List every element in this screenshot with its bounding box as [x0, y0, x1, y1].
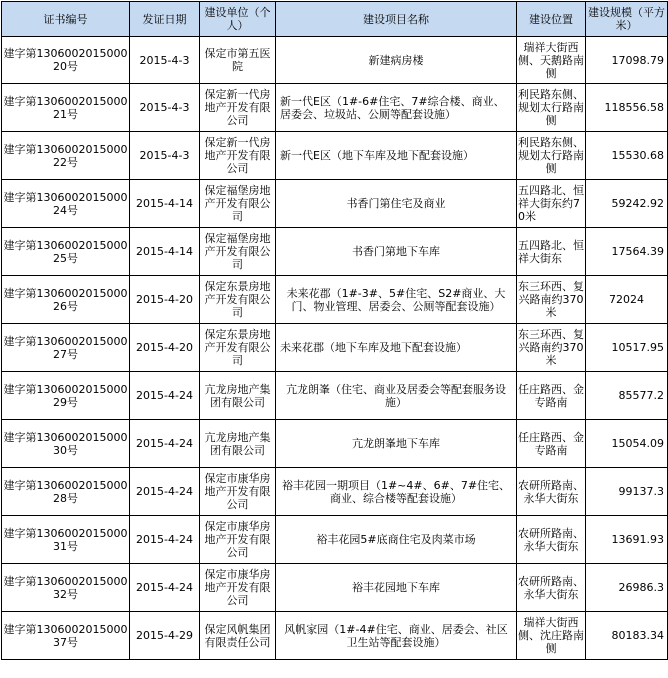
scale-cell: 72024 — [586, 276, 668, 324]
cert-no-cell: 建字第130600201500037号 — [2, 612, 130, 660]
header-unit: 建设单位（个人） — [200, 2, 276, 37]
project-cell: 新一代E区（1#-6#住宅、7#综合楼、商业、居委会、垃圾站、公厕等配套设施） — [276, 84, 517, 132]
unit-cell: 保定市康华房地产开发有限公司 — [200, 564, 276, 612]
issue-date-cell: 2015-4-20 — [130, 324, 200, 372]
cert-no-cell: 建字第130600201500028号 — [2, 468, 130, 516]
header-location: 建设位置 — [517, 2, 586, 37]
unit-cell: 保定东景房地产开发有限公司 — [200, 324, 276, 372]
project-cell: 未来花郡（1#-3#、5#住宅、S2#商业、大门、物业管理、居委会、公厕等配套设施） — [276, 276, 517, 324]
issue-date-cell: 2015-4-14 — [130, 180, 200, 228]
issue-date-cell: 2015-4-3 — [130, 37, 200, 84]
project-cell: 新一代E区（地下车库及地下配套设施） — [276, 132, 517, 180]
location-cell: 瑞祥大街西侧、天鹅路南侧 — [517, 37, 586, 84]
unit-cell: 保定市康华房地产开发有限公司 — [200, 468, 276, 516]
issue-date-cell: 2015-4-3 — [130, 132, 200, 180]
project-cell: 未来花郡（地下车库及地下配套设施） — [276, 324, 517, 372]
scale-cell: 99137.3 — [586, 468, 668, 516]
scale-cell: 10517.95 — [586, 324, 668, 372]
scale-cell: 15530.68 — [586, 132, 668, 180]
project-cell: 书香门第地下车库 — [276, 228, 517, 276]
location-cell: 瑞祥大街西侧、沈庄路南侧 — [517, 612, 586, 660]
issue-date-cell: 2015-4-24 — [130, 516, 200, 564]
project-cell: 裕丰花园一期项目（1#~4#、6#、7#住宅、商业、综合楼等配套设施） — [276, 468, 517, 516]
location-cell: 农研所路南、永华大街东 — [517, 516, 586, 564]
project-cell: 风帆家园（1#-4#住宅、商业、居委会、社区卫生站等配套设施） — [276, 612, 517, 660]
scale-cell: 118556.58 — [586, 84, 668, 132]
location-cell: 东三环西、复兴路南约370米 — [517, 276, 586, 324]
header-row — [2, 2, 668, 37]
unit-cell: 保定福堡房地产开发有限公司 — [200, 180, 276, 228]
permit-table — [1, 1, 668, 660]
issue-date-cell: 2015-4-29 — [130, 612, 200, 660]
project-cell: 亢龙朗峯地下车库 — [276, 420, 517, 468]
location-cell: 东三环西、复兴路南约370米 — [517, 324, 586, 372]
table-row — [2, 228, 668, 276]
location-cell: 五四路北、恒祥大街东约70米 — [517, 180, 586, 228]
unit-cell: 亢龙房地产集团有限公司 — [200, 420, 276, 468]
scale-cell: 17564.39 — [586, 228, 668, 276]
header-project: 建设项目名称 — [276, 2, 517, 37]
location-cell: 农研所路南、永华大街东 — [517, 564, 586, 612]
unit-cell: 保定风帆集团有限责任公司 — [200, 612, 276, 660]
table-row — [2, 516, 668, 564]
table-row — [2, 180, 668, 228]
cert-no-cell: 建字第130600201500031号 — [2, 516, 130, 564]
location-cell: 任庄路西、金专路南 — [517, 420, 586, 468]
project-cell: 亢龙朗峯（住宅、商业及居委会等配套服务设施） — [276, 372, 517, 420]
location-cell: 利民路东侧、规划太行路南侧 — [517, 132, 586, 180]
issue-date-cell: 2015-4-24 — [130, 468, 200, 516]
table-row — [2, 372, 668, 420]
table-row — [2, 564, 668, 612]
cert-no-cell: 建字第130600201500024号 — [2, 180, 130, 228]
cert-no-cell: 建字第130600201500022号 — [2, 132, 130, 180]
unit-cell: 保定新一代房地产开发有限公司 — [200, 132, 276, 180]
table-row — [2, 276, 668, 324]
table-row — [2, 84, 668, 132]
project-cell: 裕丰花园5#底商住宅及肉菜市场 — [276, 516, 517, 564]
scale-cell: 15054.09 — [586, 420, 668, 468]
cert-no-cell: 建字第130600201500032号 — [2, 564, 130, 612]
header-issue-date: 发证日期 — [130, 2, 200, 37]
location-cell: 农研所路南、永华大街东 — [517, 468, 586, 516]
scale-cell: 59242.92 — [586, 180, 668, 228]
scale-cell: 85577.2 — [586, 372, 668, 420]
issue-date-cell: 2015-4-14 — [130, 228, 200, 276]
table-row — [2, 420, 668, 468]
table-row — [2, 324, 668, 372]
table-row — [2, 37, 668, 84]
table-row — [2, 132, 668, 180]
unit-cell: 保定新一代房地产开发有限公司 — [200, 84, 276, 132]
cert-no-cell: 建字第130600201500026号 — [2, 276, 130, 324]
header-cert-no: 证书编号 — [2, 2, 130, 37]
unit-cell: 保定福堡房地产开发有限公司 — [200, 228, 276, 276]
unit-cell: 保定市康华房地产开发有限公司 — [200, 516, 276, 564]
issue-date-cell: 2015-4-24 — [130, 564, 200, 612]
cert-no-cell: 建字第130600201500021号 — [2, 84, 130, 132]
location-cell: 任庄路西、金专路南 — [517, 372, 586, 420]
location-cell: 利民路东侧、规划太行路南侧 — [517, 84, 586, 132]
cert-no-cell: 建字第130600201500027号 — [2, 324, 130, 372]
cert-no-cell: 建字第130600201500025号 — [2, 228, 130, 276]
project-cell: 裕丰花园地下车库 — [276, 564, 517, 612]
issue-date-cell: 2015-4-20 — [130, 276, 200, 324]
cert-no-cell: 建字第130600201500030号 — [2, 420, 130, 468]
issue-date-cell: 2015-4-24 — [130, 372, 200, 420]
unit-cell: 保定东景房地产开发有限公司 — [200, 276, 276, 324]
scale-cell: 26986.3 — [586, 564, 668, 612]
issue-date-cell: 2015-4-3 — [130, 84, 200, 132]
scale-cell: 80183.34 — [586, 612, 668, 660]
project-cell: 新建病房楼 — [276, 37, 517, 84]
cert-no-cell: 建字第130600201500020号 — [2, 37, 130, 84]
unit-cell: 保定市第五医院 — [200, 37, 276, 84]
scale-cell: 17098.79 — [586, 37, 668, 84]
scale-cell: 13691.93 — [586, 516, 668, 564]
table-row — [2, 612, 668, 660]
unit-cell: 亢龙房地产集团有限公司 — [200, 372, 276, 420]
cert-no-cell: 建字第130600201500029号 — [2, 372, 130, 420]
table-row — [2, 468, 668, 516]
project-cell: 书香门第住宅及商业 — [276, 180, 517, 228]
location-cell: 五四路北、恒祥大街东 — [517, 228, 586, 276]
header-scale: 建设规模（平方米） — [586, 2, 668, 37]
issue-date-cell: 2015-4-24 — [130, 420, 200, 468]
